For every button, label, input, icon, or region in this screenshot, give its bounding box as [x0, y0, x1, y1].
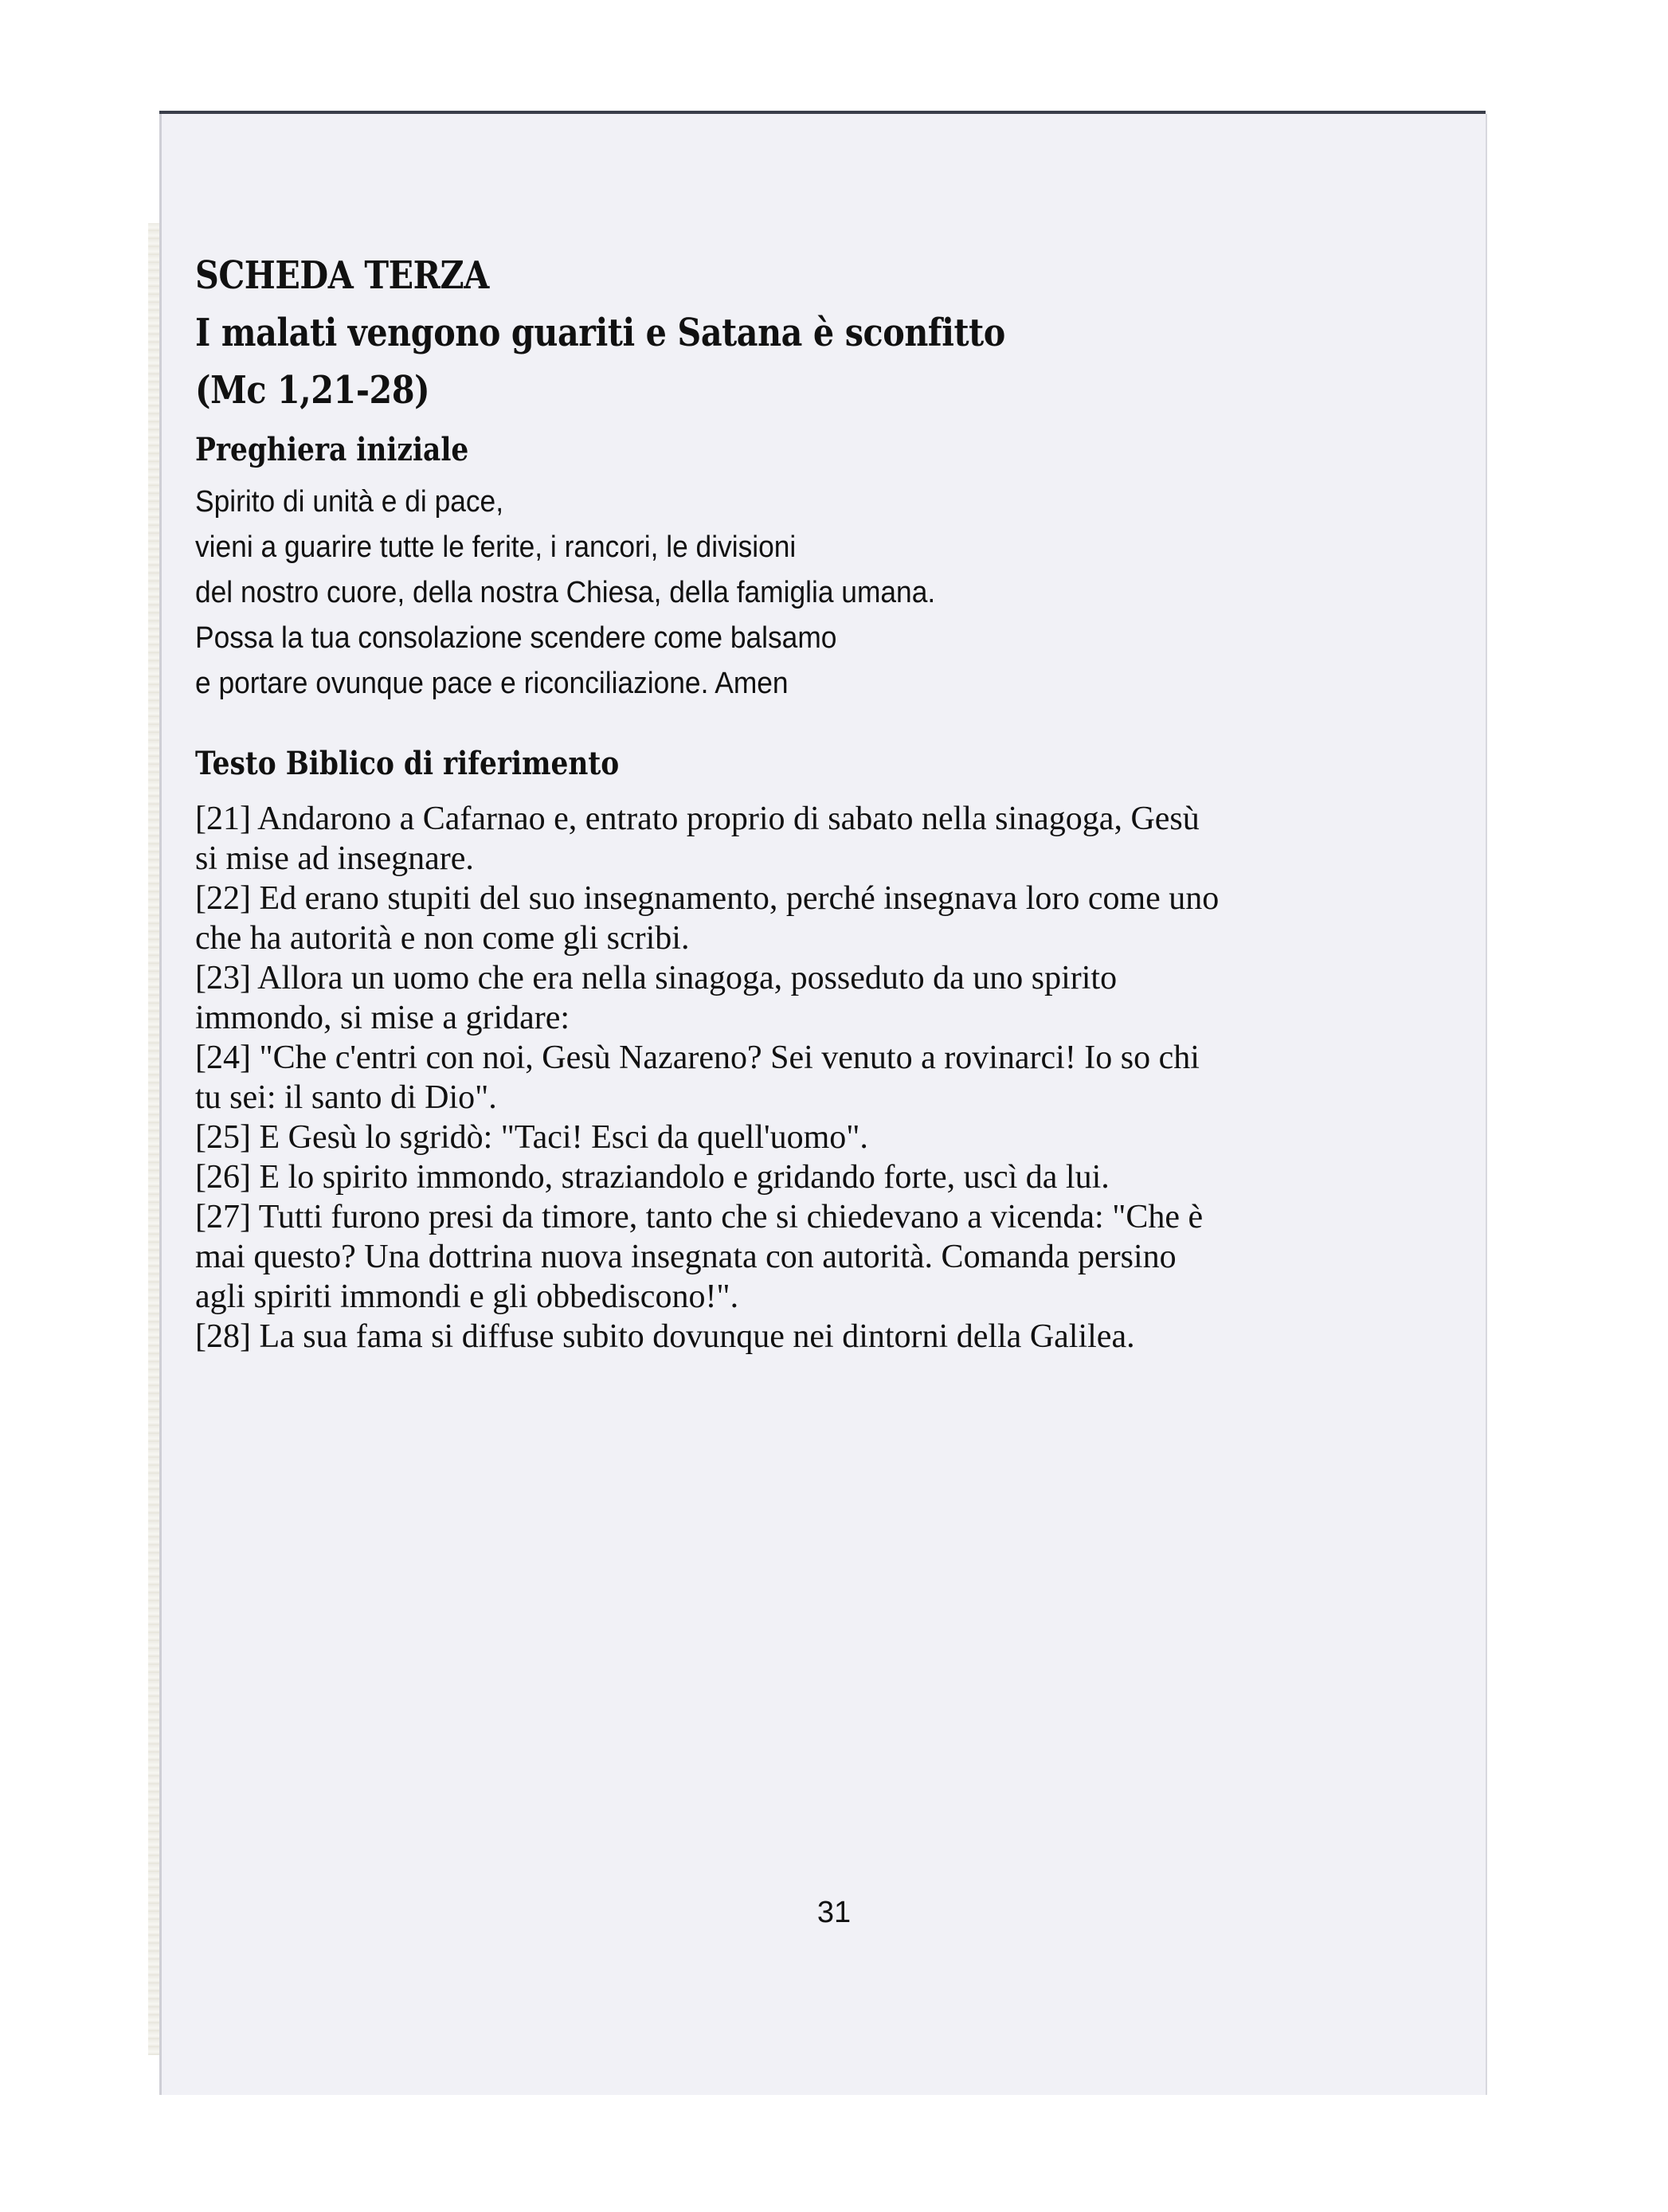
verse-23: [23] Allora un uomo che era nella sinagoga, posseduto da uno spirito immondo, si mise a gridare:: [195, 960, 1118, 1036]
page-title-line-3: (Mc 1,21-28): [195, 368, 430, 413]
verse-22: [22] Ed erano stupiti del suo insegnamento, perché insegnava loro come uno che ha autorità e non come gli scribi.: [195, 880, 1220, 957]
page-content: [195, 247, 1231, 1357]
prayer-line: Spirito di unità e di pace,: [195, 485, 504, 519]
bible-heading: Testo Biblico di riferimento: [195, 745, 620, 782]
prayer-text: [195, 480, 1158, 707]
prayer-line: del nostro cuore, della nostra Chiesa, della famiglia umana.: [195, 576, 936, 609]
verse-21: [21] Andarono a Cafarnao e, entrato proprio di sabato nella sinagoga, Gesù si mise ad insegnare.: [195, 801, 1200, 877]
page-number: 31: [816, 1896, 852, 1929]
verse-24: [24] "Che c'entri con noi, Gesù Nazareno? Sei venuto a rovinarci! Io so chi tu sei: il santo di Dio".: [195, 1039, 1200, 1116]
verse-27: [27] Tutti furono presi da timore, tanto che si chiedevano a vicenda: "Che è mai questo? Una dottrina nuova insegnata con autorità. Comanda persino agli spiriti immondi e gli obbediscono!".: [195, 1199, 1204, 1315]
bible-text: [195, 799, 1223, 1357]
page-title-line-1: SCHEDA TERZA: [195, 253, 489, 298]
prayer-heading: Preghiera iniziale: [195, 431, 469, 468]
verse-25: [25] E Gesù lo sgridò: "Taci! Esci da quell'uomo".: [195, 1119, 868, 1156]
booklet-spine: [148, 223, 159, 2055]
prayer-line: vieni a guarire tutte le ferite, i rancori, le divisioni: [195, 530, 797, 564]
verse-28: [28] La sua fama si diffuse subito dovunque nei dintorni della Galilea.: [195, 1318, 1135, 1355]
page-title-line-2: I malati vengono guariti e Satana è sconfitto: [195, 311, 1005, 355]
prayer-line: Possa la tua consolazione scendere come balsamo: [195, 621, 837, 655]
verse-26: [26] E lo spirito immondo, straziandolo e gridando forte, uscì da lui.: [195, 1159, 1110, 1196]
prayer-line: e portare ovunque pace e riconciliazione. Amen: [195, 667, 789, 700]
